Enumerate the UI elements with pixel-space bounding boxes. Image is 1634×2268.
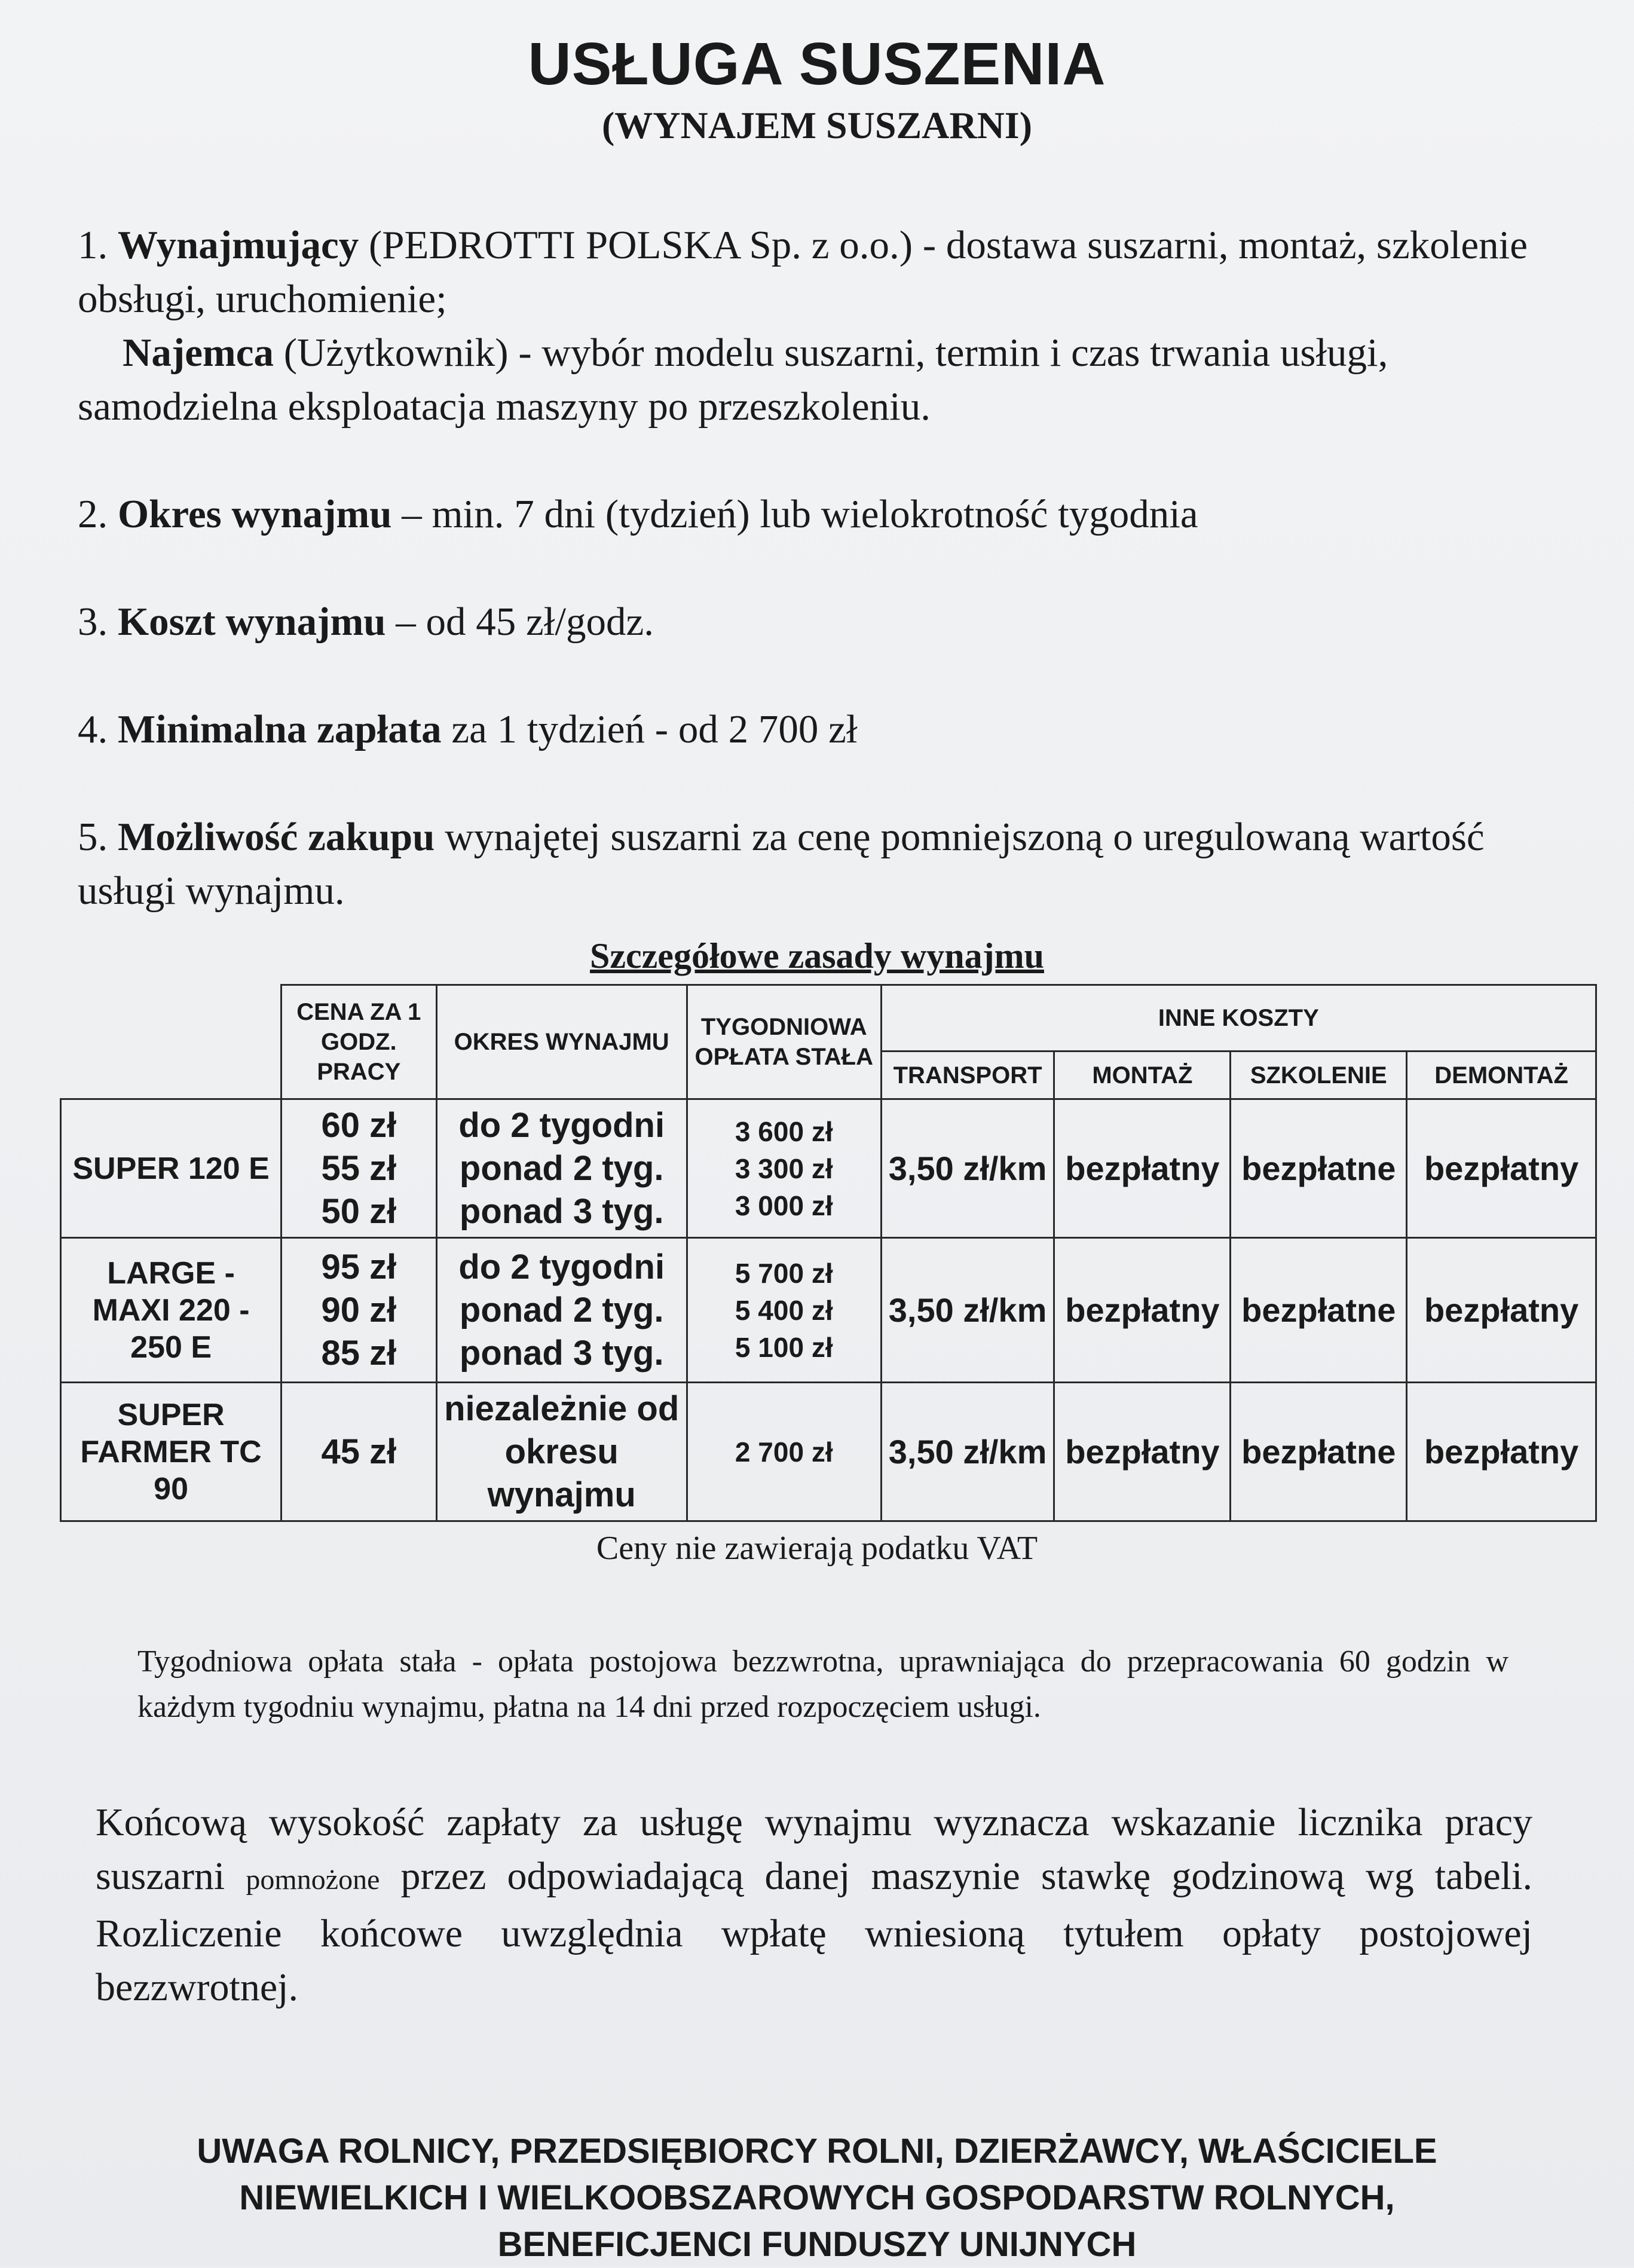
- weekly-fees: [687, 1099, 881, 1238]
- training-cost: bezpłatne: [1231, 1238, 1407, 1383]
- disassembly-cost: bezpłatny: [1407, 1238, 1596, 1383]
- assembly-cost: bezpłatny: [1054, 1238, 1231, 1383]
- term-text: (PEDROTTI POLSKA Sp. z o.o.) - dostawa suszarni, montaż, szkolenie obsługi, uruchomienie;: [78, 223, 1528, 321]
- price-value: 90 zł: [321, 1290, 397, 1329]
- model-name: SUPER 120 E: [61, 1099, 281, 1238]
- header-disassembly: DEMONTAŻ: [1407, 1051, 1596, 1099]
- hourly-prices: [281, 1099, 436, 1238]
- price-value: 50 zł: [321, 1191, 397, 1231]
- notice-line: UWAGA ROLNICY, PRZEDSIĘBIORCY ROLNI, DZIERŻAWCY, WŁAŚCICIELE: [197, 2132, 1437, 2171]
- price-value: 60 zł: [321, 1105, 397, 1145]
- price-value: 95 zł: [321, 1247, 397, 1286]
- term-text: wynajętej suszarni za cenę pomniejszoną o uregulowaną wartość usługi wynajmu.: [78, 815, 1485, 913]
- term-text: (Użytkownik) - wybór modelu suszarni, termin i czas trwania usługi, samodzielna eksploatacja maszyny po przeszkoleniu.: [78, 331, 1388, 429]
- rental-table-wrapper: [72, 984, 1579, 1528]
- final-note-text: Końcową wysokość zapłaty za usługę wynajmu wyznacza wskazanie licznika pracy suszarni: [96, 1801, 1532, 1898]
- price-value: 55 zł: [321, 1148, 397, 1188]
- table-row: [61, 1383, 1596, 1521]
- term-number: 1.: [78, 223, 108, 267]
- fee-value: 3 000 zł: [735, 1190, 833, 1221]
- assembly-cost: bezpłatny: [1054, 1383, 1231, 1521]
- model-name: SUPER FARMER TC 90: [61, 1383, 281, 1521]
- period-value: ponad 3 tyg.: [459, 1333, 664, 1373]
- period-value: do 2 tygodni: [458, 1105, 665, 1145]
- period-value: ponad 3 tyg.: [459, 1191, 664, 1231]
- rental-periods: [436, 1099, 687, 1238]
- period-value: ponad 2 tyg.: [459, 1290, 664, 1329]
- term-text: za 1 tydzień - od 2 700 zł: [441, 707, 858, 751]
- header-price: CENA ZA 1 GODZ. PRACY: [281, 985, 436, 1099]
- disassembly-cost: bezpłatny: [1407, 1383, 1596, 1521]
- weekly-fees: [687, 1238, 881, 1383]
- rental-table: [60, 984, 1597, 1522]
- document-subtitle: (WYNAJEM SUSZARNI): [601, 104, 1033, 146]
- final-note-text: przez odpowiadającą danej maszynie stawkę godzinową wg tabeli. Rozliczenie końcowe uwzględnia wpłatę wniesioną tytułem opłaty postojowej bezzwrotnej.: [96, 1854, 1532, 2009]
- fee-value: 5 100 zł: [735, 1331, 833, 1363]
- table-title: Szczegółowe zasady wynajmu: [590, 936, 1044, 976]
- term-number: 5.: [78, 815, 108, 859]
- header-weekly: TYGODNIOWA OPŁATA STAŁA: [687, 985, 881, 1099]
- model-name: LARGE - MAXI 220 - 250 E: [61, 1238, 281, 1383]
- term-number: 4.: [78, 707, 108, 751]
- hourly-price: 45 zł: [281, 1383, 436, 1521]
- final-payment-note: [96, 1796, 1532, 2015]
- notice-line: NIEWIELKICH I WIELKOOBSZAROWYCH GOSPODARSTW ROLNYCH,: [239, 2178, 1395, 2217]
- notice-line: BENEFICJENCI FUNDUSZY UNIJNYCH: [497, 2225, 1137, 2264]
- term-text: – min. 7 dni (tydzień) lub wielokrotność tygodnia: [391, 492, 1198, 536]
- period-value: do 2 tygodni: [458, 1247, 665, 1286]
- rental-period: niezależnie od okresu wynajmu: [436, 1383, 687, 1521]
- weekly-fee: 2 700 zł: [687, 1383, 881, 1521]
- fee-value: 5 700 zł: [735, 1257, 833, 1289]
- term-text: – od 45 zł/godz.: [385, 600, 654, 644]
- transport-cost: 3,50 zł/km: [881, 1099, 1054, 1238]
- price-value: 85 zł: [321, 1333, 397, 1373]
- term-heading: Minimalna zapłata: [118, 707, 442, 751]
- fee-value: 5 400 zł: [735, 1294, 833, 1326]
- document-title: USŁUGA SUSZENIA: [528, 30, 1106, 97]
- term-item-4: [78, 702, 1556, 756]
- fee-value: 3 300 zł: [735, 1153, 833, 1184]
- final-note-small-text: pomnożone: [246, 1864, 380, 1896]
- assembly-cost: bezpłatny: [1054, 1099, 1231, 1238]
- term-heading: Koszt wynajmu: [118, 600, 386, 644]
- target-audience-notice: [78, 2128, 1556, 2268]
- training-cost: bezpłatne: [1231, 1383, 1407, 1521]
- table-corner: [61, 985, 281, 1099]
- term-number: 2.: [78, 492, 108, 536]
- header-period: OKRES WYNAJMU: [436, 985, 687, 1099]
- term-number: 3.: [78, 600, 108, 644]
- rental-periods: [436, 1238, 687, 1383]
- header-transport: TRANSPORT: [881, 1051, 1054, 1099]
- training-cost: bezpłatne: [1231, 1099, 1407, 1238]
- transport-cost: 3,50 zł/km: [881, 1383, 1054, 1521]
- fee-value: 3 600 zł: [735, 1115, 833, 1147]
- vat-note: Ceny nie zawierają podatku VAT: [596, 1530, 1038, 1567]
- period-value: ponad 2 tyg.: [459, 1148, 664, 1188]
- disassembly-cost: bezpłatny: [1407, 1099, 1596, 1238]
- header-training: SZKOLENIE: [1231, 1051, 1407, 1099]
- term-heading: Okres wynajmu: [118, 492, 392, 536]
- transport-cost: 3,50 zł/km: [881, 1238, 1054, 1383]
- term-item-2: [78, 487, 1556, 541]
- weekly-fee-note: Tygodniowa opłata stała - opłata postojowa bezzwrotna, uprawniająca do przepracowania 60 godzin w każdym tygodniu wynajmu, płatna na 14 dni przed rozpoczęciem usługi.: [137, 1645, 1508, 1724]
- terms-list: [78, 218, 1556, 918]
- header-assembly: MONTAŻ: [1054, 1051, 1231, 1099]
- header-other-costs: INNE KOSZTY: [881, 985, 1596, 1052]
- term-heading: Wynajmujący: [118, 223, 359, 267]
- term-item-5: [78, 810, 1556, 918]
- term-heading: Najemca: [123, 331, 274, 375]
- term-item-1: [78, 218, 1556, 433]
- term-item-3: [78, 595, 1556, 649]
- hourly-prices: [281, 1238, 436, 1383]
- table-row: [61, 1099, 1596, 1238]
- table-row: [61, 1238, 1596, 1383]
- term-heading: Możliwość zakupu: [118, 815, 435, 859]
